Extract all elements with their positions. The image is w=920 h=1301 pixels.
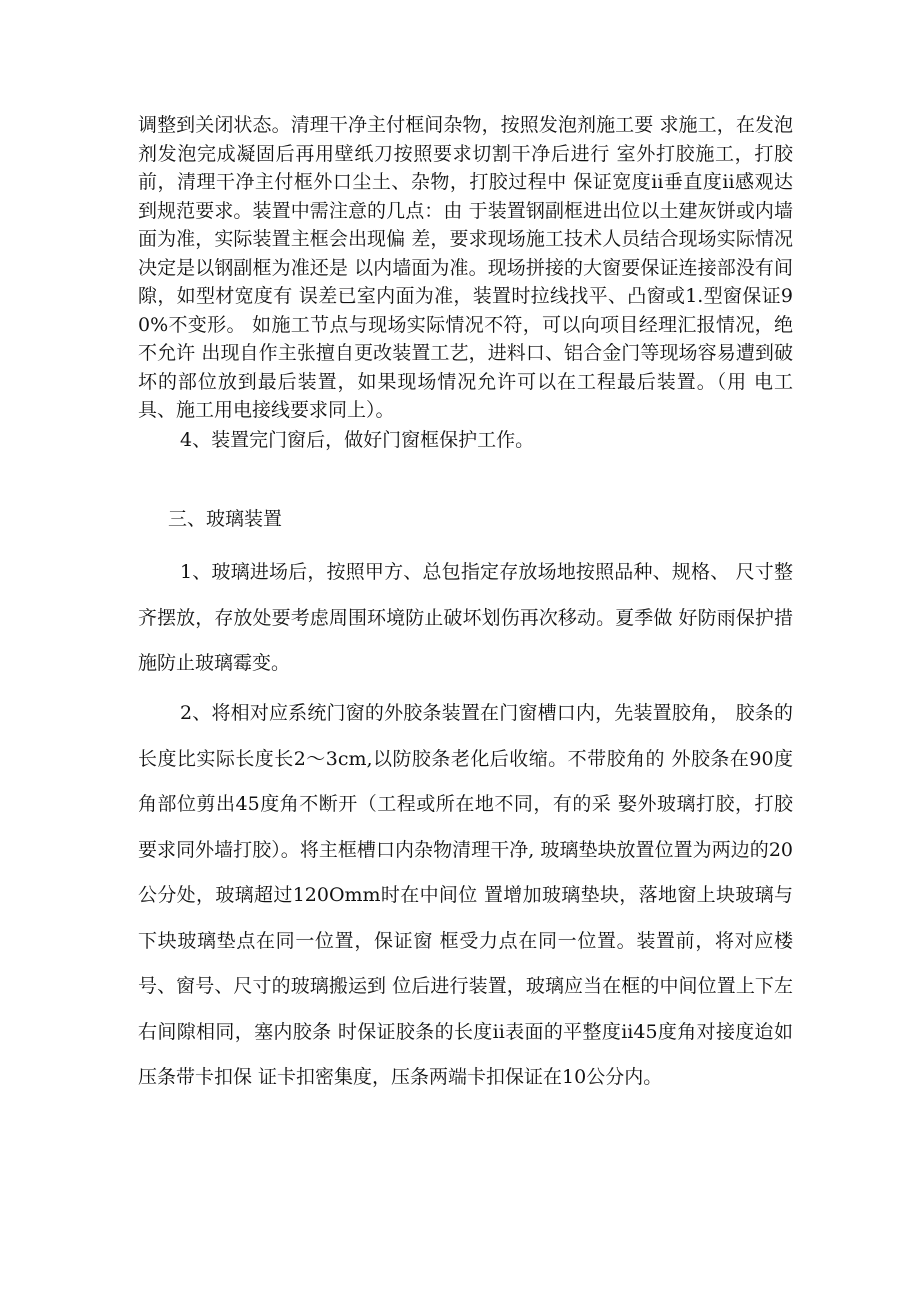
paragraph-item-4: 4、装置完门窗后，做好门窗框保护工作。 — [180, 429, 535, 451]
section-heading: 三、玻璃装置 — [168, 508, 283, 530]
paragraph-continuation: 调整到关闭状态。清理干净主付框间杂物，按照发泡剂施工要 求施工，在发泡剂发泡完成凝固后再用壁纸刀按照要求切割干净后进行 室外打胶施工，打胶前，清理干净主付框外口尘土、杂物，打胶过程中 保证宽度ii垂直度ii感观达到规范要求。装置中需注意的几点：由 于装置钢副框进出位以土建灰饼或内墙面为准，实际装置主框会出现偏 差，要求现场施工技术人员结合现场实际情况决定是以钢副框为准还是 以内墙面为准。现场拼接的大窗要保证连接部没有间隙，如型材宽度有 误差已室内面为准，装置时拉线找平、凸窗或1.型窗保证90%不变形。 如施工节点与现场实际情况不符，可以向项目经理汇报情况，绝不允许 出现自作主张擅自更改装置工艺，进料口、铝合金门等现场容易遭到破 坏的部位放到最后装置，如果现场情况允许可以在工程最后装置。（用 电工具、施工用电接线要求同上）。 — [138, 114, 793, 421]
paragraph-glass-item-1: 1、玻璃进场后，按照甲方、总包指定存放场地按照品种、规格、 尺寸整齐摆放，存放处要考虑周围环境防止破坏划伤再次移动。夏季做 好防雨保护措施防止玻璃霉变。 — [138, 561, 793, 674]
paragraph-glass-item-2: 2、将相对应系统门窗的外胶条装置在门窗槽口内，先装置胶角， 胶条的长度比实际长度长2～3cm,以防胶条老化后收缩。不带胶角的 外胶条在90度角部位剪出45度角不断开（工程或所在地不同，有的采 娶外玻璃打胶，打胶要求同外墙打胶）。将主框槽口内杂物清理干净, 玻璃垫块放置位置为两边的20公分处，玻璃超过120Omm时在中间位 置增加玻璃垫块，落地窗上块玻璃与下块玻璃垫点在同一位置，保证窗 框受力点在同一位置。装置前，将对应楼号、窗号、尺寸的玻璃搬运到 位后进行装置，玻璃应当在框的中间位置上下左右间隙相同，塞内胶条 时保证胶条的长度ii表面的平整度ii45度角对接度迨如压条带卡扣保 证卡扣密集度，压条两端卡扣保证在10公分内。 — [138, 702, 793, 1088]
